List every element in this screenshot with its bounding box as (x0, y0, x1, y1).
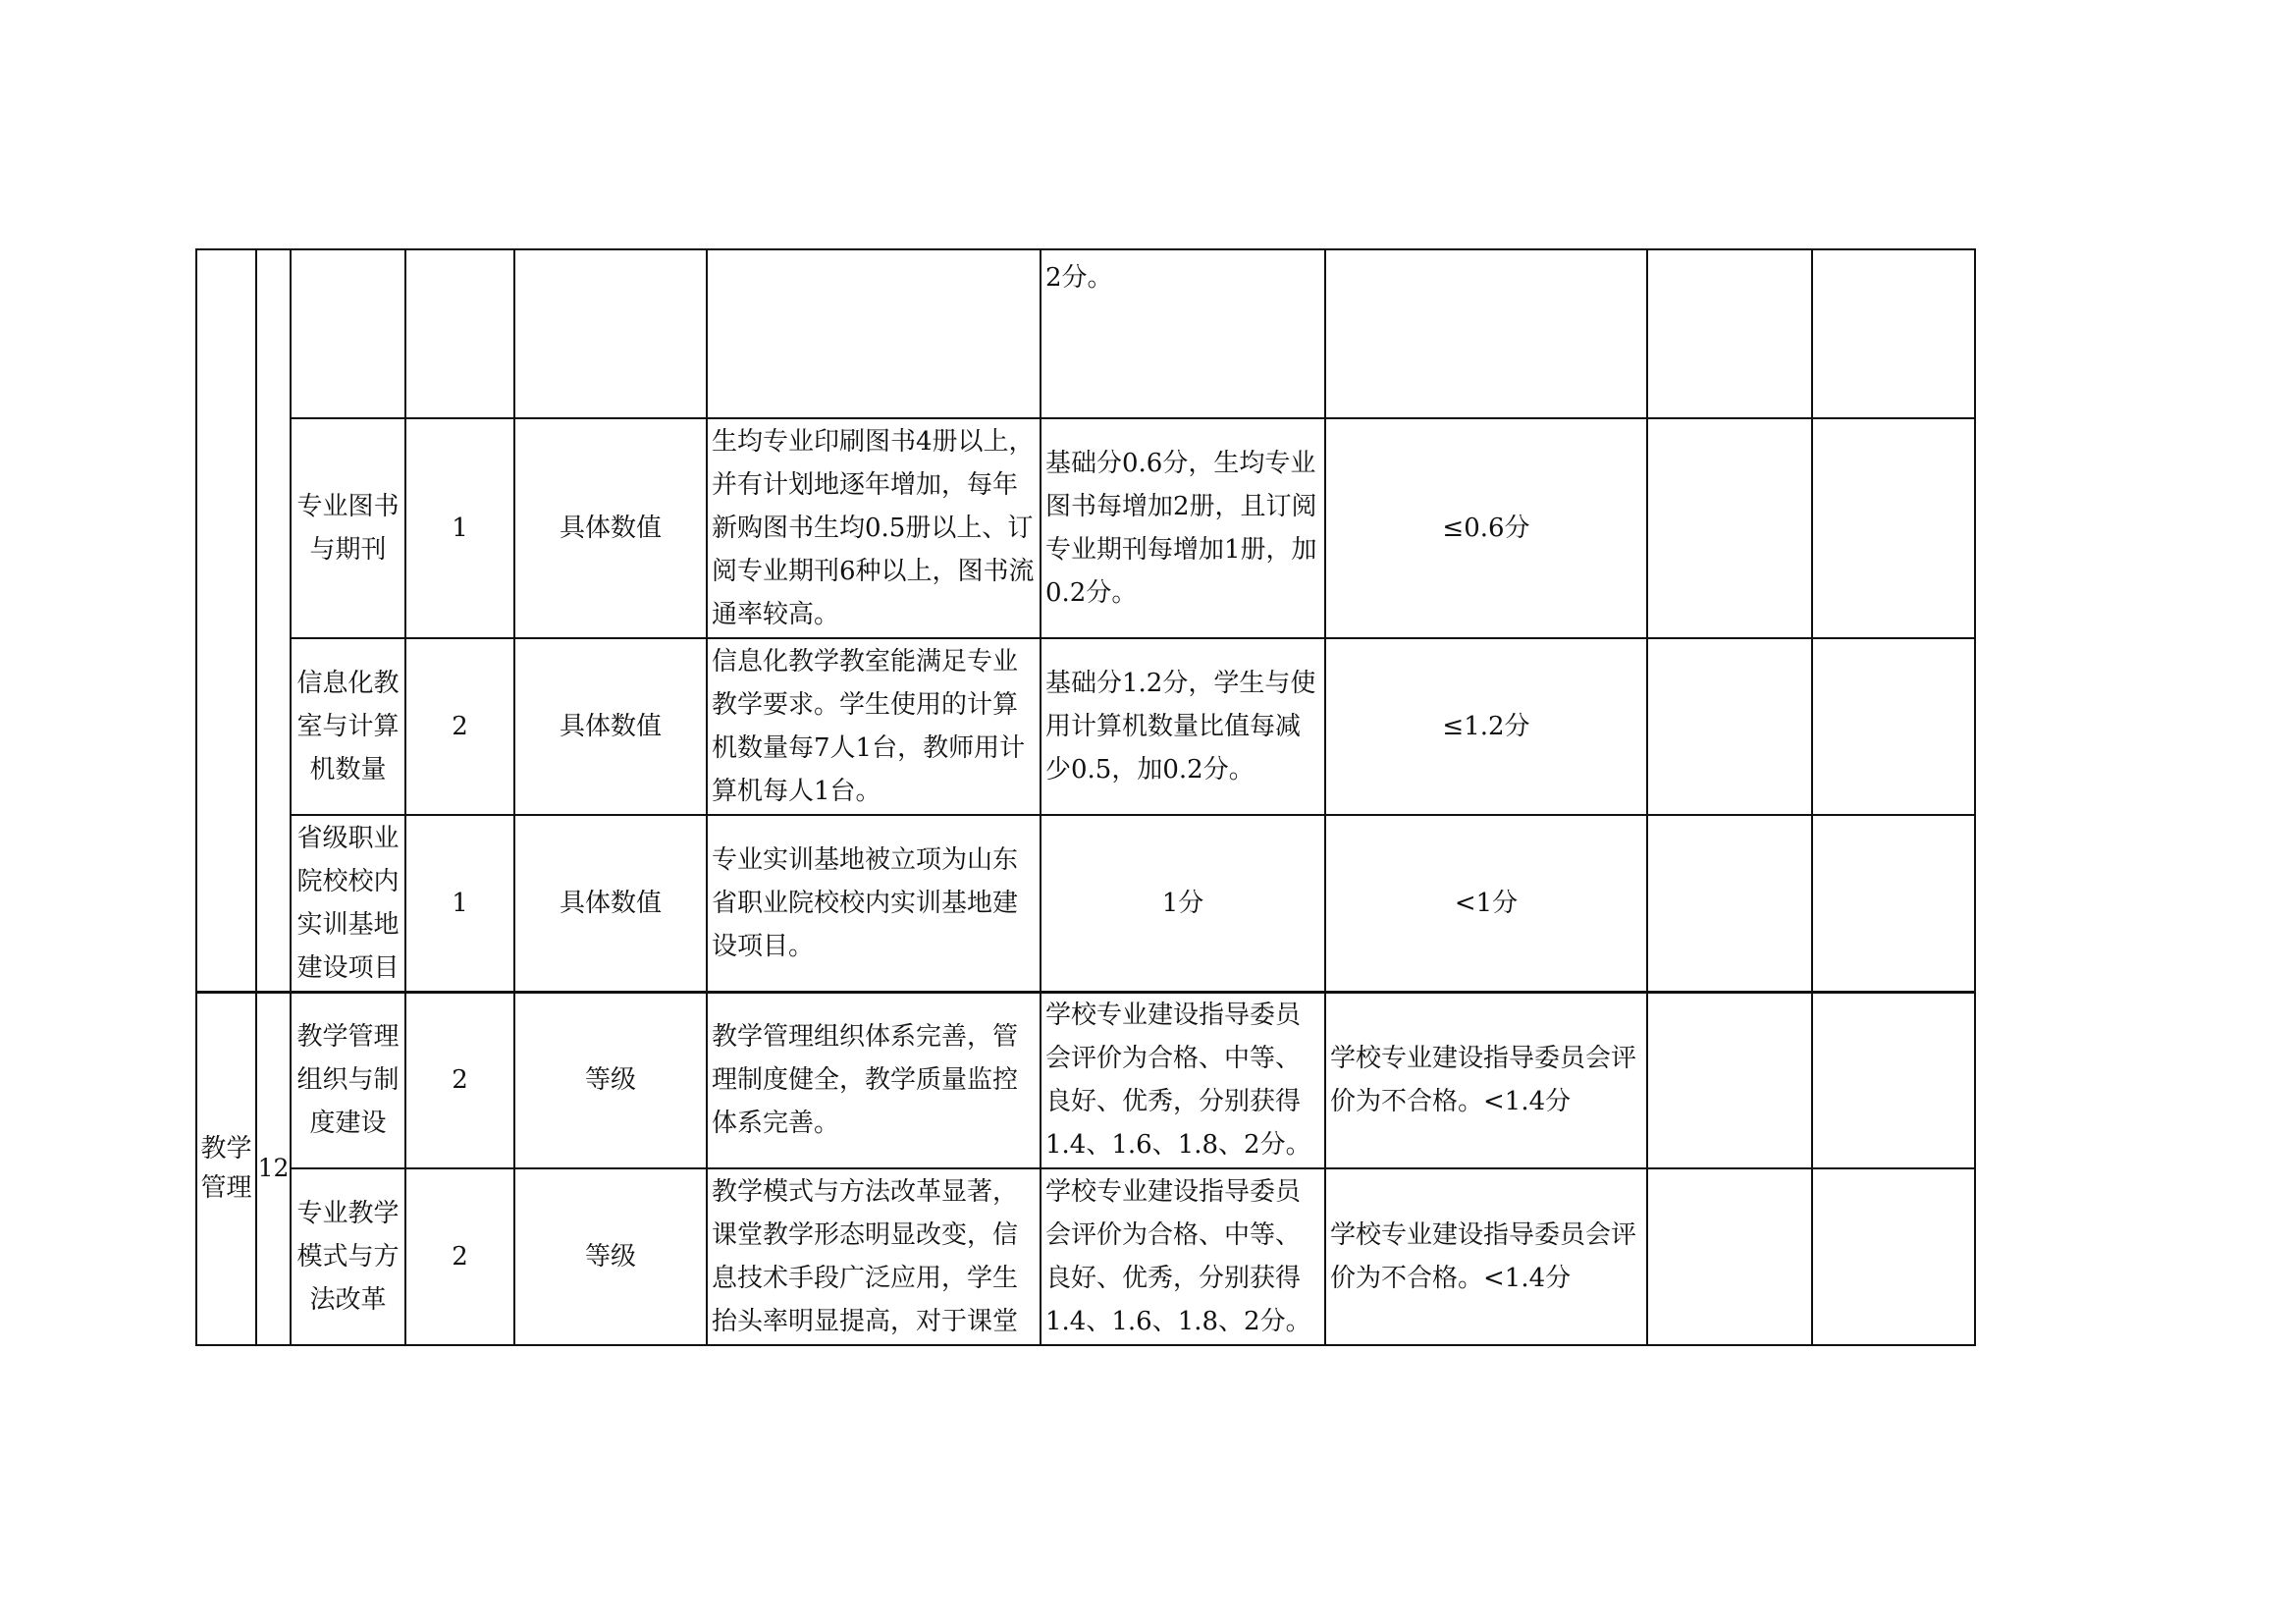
standard-cell: 信息化教学教室能满足专业教学要求。学生使用的计算机数量每7人1台，教师用计算机每人1台。 (707, 638, 1041, 815)
blank-cell (1647, 249, 1812, 418)
category-score-cell-empty (256, 249, 291, 992)
standard-cell: 生均专业印刷图书4册以上，并有计划地逐年增加，每年新购图书生均0.5册以上、订阅专业期刊6种以上，图书流通率较高。 (707, 418, 1041, 638)
blank-cell (1647, 992, 1812, 1168)
method-cell: 具体数值 (514, 638, 707, 815)
method-cell: 具体数值 (514, 815, 707, 992)
evaluation-table (195, 248, 1976, 1346)
standard-cell: 教学管理组织体系完善，管理制度健全，教学质量监控体系完善。 (707, 992, 1041, 1168)
weight-cell: 1 (405, 418, 514, 638)
method-cell (514, 249, 707, 418)
indicator-cell: 省级职业院校校内实训基地建设项目 (291, 815, 405, 992)
deduct-cell: 学校专业建设指导委员会评价为不合格。<1.4分 (1325, 992, 1647, 1168)
indicator-cell (291, 249, 405, 418)
deduct-cell (1325, 249, 1647, 418)
blank-cell (1647, 638, 1812, 815)
indicator-cell: 专业图书与期刊 (291, 418, 405, 638)
blank-cell (1812, 418, 1975, 638)
category-score-cell: 12 (256, 992, 291, 1345)
standard-cell (707, 249, 1041, 418)
table-row-computers (196, 638, 1975, 815)
method-cell: 等级 (514, 1168, 707, 1345)
weight-cell: 2 (405, 992, 514, 1168)
blank-cell (1812, 992, 1975, 1168)
deduct-cell: ≤0.6分 (1325, 418, 1647, 638)
scoring-cell: 基础分0.6分，生均专业图书每增加2册，且订阅专业期刊每增加1册，加0.2分。 (1041, 418, 1325, 638)
table-row-management (196, 992, 1975, 1168)
blank-cell (1647, 815, 1812, 992)
scoring-cell: 学校专业建设指导委员会评价为合格、中等、良好、优秀，分别获得1.4、1.6、1.8、2分。 (1041, 1168, 1325, 1345)
table-row-training-base (196, 815, 1975, 992)
indicator-cell: 专业教学模式与方法改革 (291, 1168, 405, 1345)
weight-cell: 2 (405, 638, 514, 815)
blank-cell (1647, 418, 1812, 638)
category-cell-empty (196, 249, 256, 992)
blank-cell (1812, 638, 1975, 815)
blank-cell (1812, 1168, 1975, 1345)
indicator-cell: 信息化教室与计算机数量 (291, 638, 405, 815)
indicator-cell: 教学管理组织与制度建设 (291, 992, 405, 1168)
blank-cell (1647, 1168, 1812, 1345)
weight-cell: 1 (405, 815, 514, 992)
blank-cell (1812, 249, 1975, 418)
table-row-books (196, 418, 1975, 638)
blank-cell (1812, 815, 1975, 992)
standard-cell: 教学模式与方法改革显著，课堂教学形态明显改变，信息技术手段广泛应用，学生抬头率明显提高，对于课堂 (707, 1168, 1041, 1345)
category-cell: 教学管理 (196, 992, 256, 1345)
deduct-cell: ≤1.2分 (1325, 638, 1647, 815)
weight-cell: 2 (405, 1168, 514, 1345)
deduct-cell: 学校专业建设指导委员会评价为不合格。<1.4分 (1325, 1168, 1647, 1345)
scoring-cell: 1分 (1041, 815, 1325, 992)
standard-cell: 专业实训基地被立项为山东省职业院校校内实训基地建设项目。 (707, 815, 1041, 992)
deduct-cell: <1分 (1325, 815, 1647, 992)
scoring-cell: 2分。 (1041, 249, 1325, 418)
scoring-cell: 基础分1.2分，学生与使用计算机数量比值每减少0.5，加0.2分。 (1041, 638, 1325, 815)
method-cell: 具体数值 (514, 418, 707, 638)
table-row-continuation (196, 249, 1975, 418)
table-row-reform (196, 1168, 1975, 1345)
method-cell: 等级 (514, 992, 707, 1168)
weight-cell (405, 249, 514, 418)
scoring-cell: 学校专业建设指导委员会评价为合格、中等、良好、优秀，分别获得1.4、1.6、1.8、2分。 (1041, 992, 1325, 1168)
